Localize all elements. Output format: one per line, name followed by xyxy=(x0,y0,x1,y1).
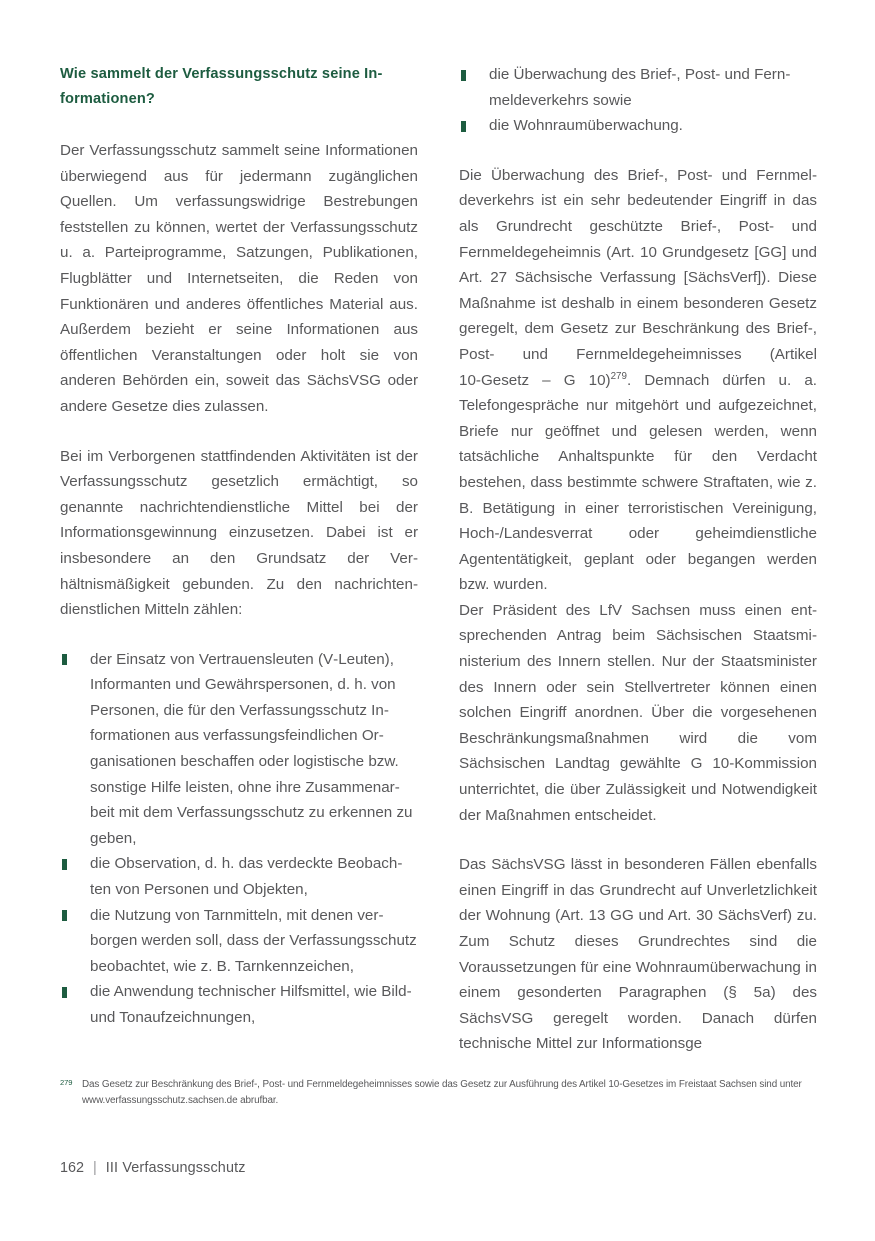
paragraph: Das SächsVSG lässt in besonderen Fällen ebenfalls einen Eingriff in das Grundrecht auf Unverletzlichkeit der Wohnung (Art. 13 GG und Art. 30 SächsVerf) zu. Zum Schutz dieses Grundrechtes sind die Voraussetzungen für eine Wohnraumüberwachung in einem gesonderten Paragraphen (§ 5a) des SächsVSG geregelt worden. Danach dürfen technische Mittel zur Informationsge xyxy=(459,856,817,1053)
paragraph: Der Präsident des LfV Sachsen muss einen entsprechenden Antrag beim Sächsischen Staatsministerium des Innern stellen. Nur der Staatsminister des Innern oder sein Stellvertreter können einen solchen Eingriff anordnen. Über die vorgesehenen Beschränkungsmaßnahmen wird die vom Sächsischen Landtag gewählte G 10‑Kommission unterrichtet, die über Zulässigkeit und Notwendigkeit der Maßnahmen entscheidet. xyxy=(459,601,817,824)
bullet-marker-icon xyxy=(62,859,67,870)
footnote-number: 279 xyxy=(60,1078,73,1087)
bullet-marker-icon xyxy=(62,910,67,921)
list-item-label: die Observation, d. h. das verdeckte Beobachten von Personen und Objekten, xyxy=(90,855,403,899)
list-item xyxy=(60,903,418,980)
list-item xyxy=(60,979,418,1030)
page-title: Wie sammelt der Verfassungsschutz seine Informationen? xyxy=(60,66,383,107)
list-item xyxy=(459,62,817,113)
right-column xyxy=(459,62,817,1081)
bullet-list xyxy=(60,647,418,1031)
footnotes-area xyxy=(60,1077,817,1108)
chapter-title: III Verfassungsschutz xyxy=(105,1160,246,1176)
paragraph xyxy=(459,163,817,598)
footnote-reference[interactable]: 279 xyxy=(610,370,627,382)
page-number: 162 xyxy=(60,1160,85,1176)
list-item xyxy=(60,647,418,852)
bullet-marker-icon xyxy=(461,70,466,81)
list-item-label: die Nutzung von Tarnmitteln, mit denen verborgen werden soll, dass der Verfassungsschutz beobachtet, wie z. B. Tarnkennzeichen, xyxy=(90,906,417,975)
footnote-text: Das Gesetz zur Beschränkung des Brief‑, Post‑ und Fernmeldegeheimnisses sowie das Gesetz zur Ausführung des Artikel 10‑Gesetzes im Freistaat Sachsen sind unter www.verfassungsschutz.sachsen.de abrufbar. xyxy=(82,1079,802,1106)
two-column-layout xyxy=(60,62,817,1081)
bullet-list xyxy=(459,62,817,139)
list-item-label: die Wohnraumüberwachung. xyxy=(489,117,683,135)
footer-separator: | xyxy=(93,1160,97,1176)
footnote-entry xyxy=(60,1077,817,1108)
paragraph-text-after-footnote: . Demnach dürfen u. a. Telefongespräche nur mitgehört und aufgezeichnet, Briefe nur geöffnet und gelesen werden, wenn tatsächliche Anhaltspunkte für den Verdacht bestehen, dass bestimmte schwere Straftaten, wie z. B. Betätigung in einer terroristischen Vereinigung, Hoch‑/Landesverrat oder geheimdienstliche Agententätigkeit, geplant oder begangen werden bzw. wurden. xyxy=(459,371,817,594)
left-column xyxy=(60,62,418,1081)
paragraph: Bei im Verborgenen stattfindenden Aktivitäten ist der Verfassungsschutz gesetzlich ermächtigt, so genannte nachrichtendienstliche Mittel bei der Informationsgewinnung einzusetzen. Dabei ist er insbesondere an den Grundsatz der Verhältnismäßigkeit gebunden. Zu den nachrichtendienstlichen Mitteln zählen: xyxy=(60,447,418,619)
bullet-marker-icon xyxy=(62,987,67,998)
list-item-label: die Anwendung technischer Hilfsmittel, wie Bild‑ und Tonaufzeichnungen, xyxy=(90,983,412,1026)
bullet-marker-icon xyxy=(461,121,466,132)
paragraph-text-before-footnote: Die Überwachung des Brief‑, Post‑ und Fernmeldeverkehrs ist ein sehr bedeutender Eingriff in das als Grundrecht geschützte Brief‑, Post‑ und Fernmeldegeheimnis (Art. 10 Grundgesetz [GG] und Art. 27 Sächsische Verfassung [SächsVerf]). Diese Maßnahme ist deshalb in einem besonderen Gesetz geregelt, dem Gesetz zur Beschränkung des Brief‑, Post‑ und Fernmeldegeheimnisses (Artikel 10‑Gesetz – G 10) xyxy=(459,166,817,389)
list-item-label: der Einsatz von Vertrauensleuten (V‑Leuten), Informanten und Gewährspersonen, d. h. von Personen, die für den Verfassungsschutz Informationen aus verfassungsfeindlichen Organisationen beschaffen oder logistische bzw. sonstige Hilfe leisten, ohne ihre Zusammenarbeit mit dem Verfassungsschutz zu erkennen zu geben, xyxy=(90,650,413,847)
bullet-marker-icon xyxy=(62,654,67,665)
list-item-label: die Überwachung des Brief‑, Post‑ und Fernmeldeverkehrs sowie xyxy=(489,66,791,109)
list-item xyxy=(459,113,817,139)
list-item xyxy=(60,851,418,902)
paragraph: Der Verfassungsschutz sammelt seine Informationen überwiegend aus für jedermann zugänglichen Quellen. Um verfassungswidrige Bestrebungen feststellen zu können, wertet der Verfassungsschutz u. a. Parteiprogramme, Satzungen, Publikationen, Flugblätter und Internetseiten, die Reden von Funktionären und anderes öffentliches Material aus. Außerdem bezieht er seine Informationen aus öffentlichen Veranstaltungen oder holt sie von anderen Behörden ein, soweit das SächsVSG oder andere Gesetze dies zulassen. xyxy=(60,142,418,415)
page-footer xyxy=(60,1157,246,1179)
